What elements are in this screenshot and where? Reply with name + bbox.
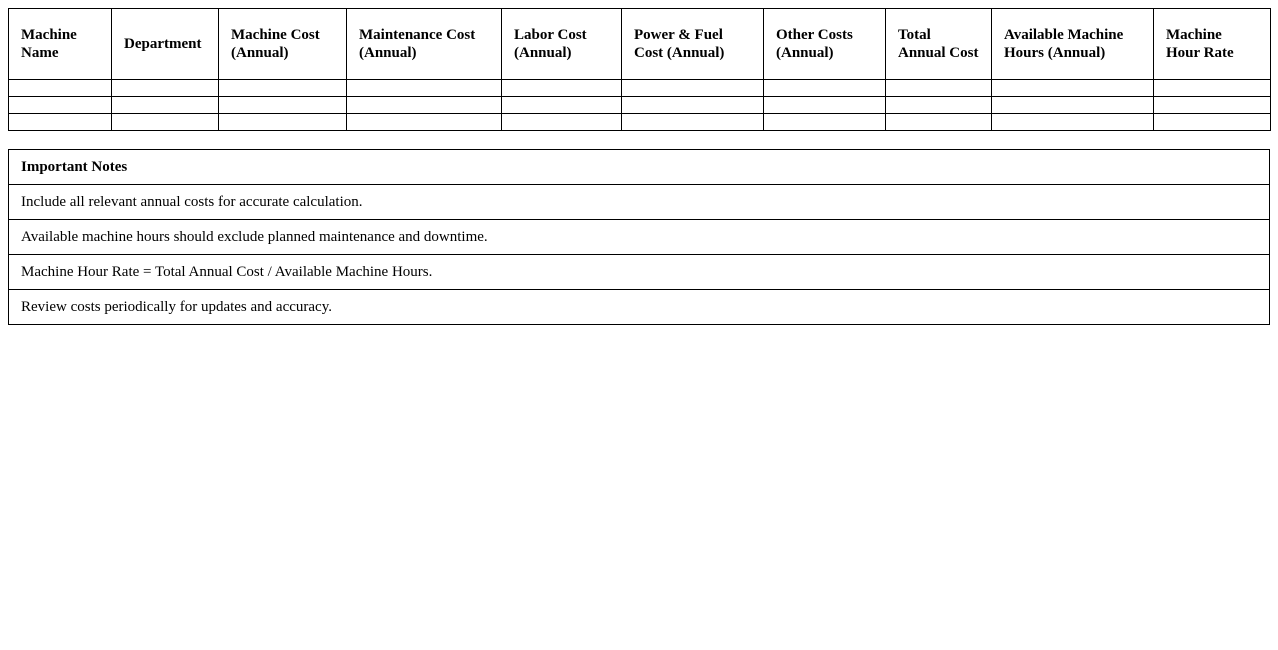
header-labor-cost: Labor Cost (Annual) [502, 9, 622, 80]
list-item [9, 185, 1270, 220]
table-cell[interactable] [622, 80, 764, 97]
list-item [9, 220, 1270, 255]
table-cell[interactable] [502, 114, 622, 131]
table-header-row [9, 9, 1271, 80]
notes-title: Important Notes [9, 150, 1270, 185]
table-cell[interactable] [1154, 114, 1271, 131]
table-cell[interactable] [219, 97, 347, 114]
table-cell[interactable] [9, 80, 112, 97]
table-cell[interactable] [347, 80, 502, 97]
document-body [8, 8, 1270, 325]
note-text: Include all relevant annual costs for accurate calculation. [9, 185, 1270, 220]
note-text: Review costs periodically for updates and accuracy. [9, 290, 1270, 325]
table-cell[interactable] [764, 97, 886, 114]
table-cell[interactable] [886, 97, 992, 114]
table-cell[interactable] [9, 114, 112, 131]
header-machine-hour-rate: Machine Hour Rate [1154, 9, 1271, 80]
notes-header-row [9, 150, 1270, 185]
table-cell[interactable] [886, 114, 992, 131]
table-row [9, 80, 1271, 97]
table-cell[interactable] [112, 80, 219, 97]
table-cell[interactable] [112, 114, 219, 131]
list-item [9, 290, 1270, 325]
machine-hour-rate-table [8, 8, 1271, 131]
table-cell[interactable] [1154, 80, 1271, 97]
header-power-fuel-cost: Power & Fuel Cost (Annual) [622, 9, 764, 80]
note-text: Machine Hour Rate = Total Annual Cost / Available Machine Hours. [9, 255, 1270, 290]
header-other-costs: Other Costs (Annual) [764, 9, 886, 80]
table-cell[interactable] [992, 80, 1154, 97]
table-cell[interactable] [622, 114, 764, 131]
table-cell[interactable] [764, 114, 886, 131]
table-cell[interactable] [992, 114, 1154, 131]
table-cell[interactable] [347, 97, 502, 114]
table-cell[interactable] [886, 80, 992, 97]
list-item [9, 255, 1270, 290]
table-row [9, 97, 1271, 114]
table-cell[interactable] [347, 114, 502, 131]
table-row [9, 114, 1271, 131]
header-maintenance-cost: Maintenance Cost (Annual) [347, 9, 502, 80]
table-cell[interactable] [219, 114, 347, 131]
table-cell[interactable] [764, 80, 886, 97]
header-department: Department [112, 9, 219, 80]
table-cell[interactable] [502, 97, 622, 114]
table-cell[interactable] [219, 80, 347, 97]
table-cell[interactable] [1154, 97, 1271, 114]
table-cell[interactable] [9, 97, 112, 114]
table-cell[interactable] [992, 97, 1154, 114]
header-available-machine-hours: Available Machine Hours (Annual) [992, 9, 1154, 80]
header-total-annual-cost: Total Annual Cost [886, 9, 992, 80]
table-cell[interactable] [502, 80, 622, 97]
table-cell[interactable] [622, 97, 764, 114]
header-machine-cost: Machine Cost (Annual) [219, 9, 347, 80]
table-cell[interactable] [112, 97, 219, 114]
header-machine-name: Machine Name [9, 9, 112, 80]
note-text: Available machine hours should exclude planned maintenance and downtime. [9, 220, 1270, 255]
important-notes-table [8, 149, 1270, 325]
